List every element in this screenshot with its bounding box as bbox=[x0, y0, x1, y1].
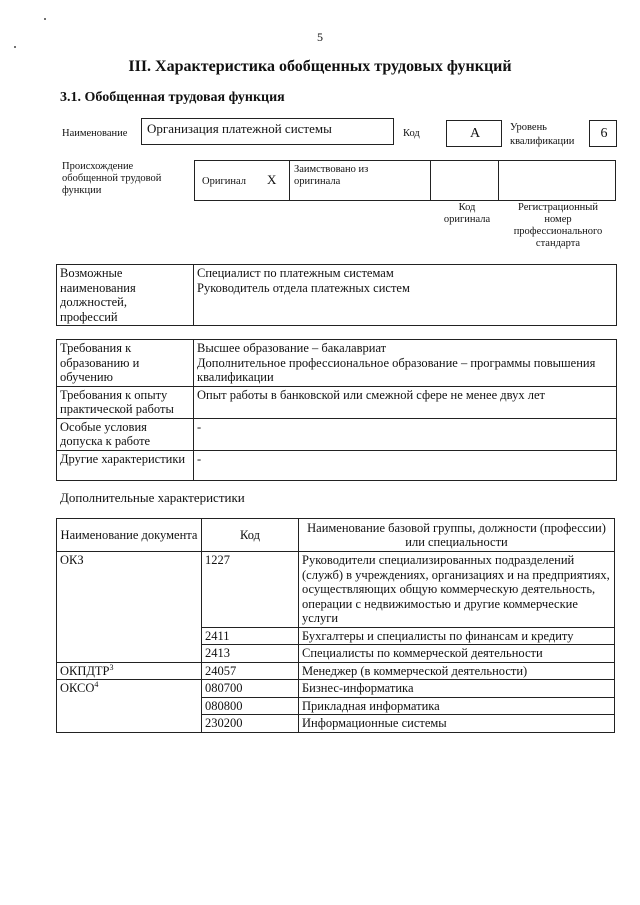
code-cell: 2411 bbox=[202, 627, 299, 645]
requirement-value-line1: Высшее образование – бакалавриат bbox=[197, 341, 387, 355]
section-title: III. Характеристика обобщенных трудовых функций bbox=[128, 58, 512, 75]
name-cell: Прикладная информатика bbox=[299, 697, 615, 715]
requirement-value-line2: Дополнительное профессиональное образование – программы повышения квалификации bbox=[197, 355, 596, 384]
code-label: Код bbox=[403, 128, 420, 139]
requirements-table bbox=[56, 339, 617, 481]
origin-code-cell bbox=[431, 161, 499, 201]
page-number: 5 bbox=[317, 30, 323, 44]
okpdtr-label: ОКПДТР bbox=[60, 663, 110, 678]
name-cell: Специалисты по коммерческой деятельности bbox=[299, 645, 615, 663]
requirement-row bbox=[57, 450, 617, 480]
positions-value-cell bbox=[194, 265, 617, 326]
additional-header-row bbox=[57, 519, 615, 552]
scan-speck bbox=[44, 18, 46, 20]
code-cell: 230200 bbox=[202, 715, 299, 733]
okso-label: ОКСО bbox=[60, 681, 95, 695]
name-cell: Бухгалтеры и специалисты по финансам и кредиту bbox=[299, 627, 615, 645]
positions-table bbox=[56, 264, 617, 326]
code-cell: 24057 bbox=[202, 662, 299, 680]
reg-number-caption bbox=[502, 202, 614, 250]
positions-label-line4: профессий bbox=[60, 309, 118, 324]
origin-label-line3: функции bbox=[62, 185, 102, 196]
code-original-caption bbox=[432, 202, 502, 226]
requirement-label: Особые условия допуска к работе bbox=[57, 418, 194, 450]
positions-label-line3: должностей, bbox=[60, 295, 127, 309]
requirement-value-line1: Опыт работы в банковской или смежной сфере не менее двух лет bbox=[197, 387, 545, 402]
additional-table bbox=[56, 518, 615, 733]
level-value-box bbox=[589, 120, 617, 147]
positions-label-cell bbox=[57, 265, 194, 326]
positions-label-line1: Возможные bbox=[60, 266, 123, 280]
additional-title: Дополнительные характеристики bbox=[60, 490, 245, 505]
requirement-value bbox=[194, 340, 617, 387]
name-value: Организация платежной системы bbox=[147, 121, 332, 136]
name-cell: Руководители специализированных подразделений (служб) в учреждениях, организациях и на предприятиях, осуществляющих общую коммерческую деятельность, операции с недвижимостью и другие коммерческие услуги bbox=[299, 552, 615, 628]
reg-line2: номер bbox=[544, 214, 572, 225]
scan-speck bbox=[14, 46, 16, 48]
doc-okpdtr bbox=[57, 662, 202, 680]
reg-line3: профессионального bbox=[513, 226, 603, 237]
reg-line4: стандарта bbox=[535, 238, 581, 249]
original-label: Оригинал bbox=[202, 176, 246, 187]
code-value-box bbox=[446, 120, 502, 147]
requirement-value bbox=[194, 418, 617, 450]
reg-line1: Регистрационный bbox=[518, 202, 598, 213]
positions-value-line2: Руководитель отдела платежных систем bbox=[197, 280, 410, 295]
table-row bbox=[57, 662, 615, 680]
requirement-row bbox=[57, 386, 617, 418]
code-value: A bbox=[469, 126, 481, 141]
okso-footnote: 4 bbox=[94, 679, 99, 689]
code-cell: 1227 bbox=[202, 552, 299, 628]
table-row bbox=[57, 680, 615, 698]
name-cell: Бизнес-информатика bbox=[299, 680, 615, 698]
code-cell: 080800 bbox=[202, 697, 299, 715]
requirement-value bbox=[194, 450, 617, 480]
requirement-label: Другие характеристики bbox=[57, 450, 194, 480]
requirement-label: Требования к образованию и обучению bbox=[57, 340, 194, 387]
level-label-line1: Уровень bbox=[510, 122, 547, 133]
code-cell: 2413 bbox=[202, 645, 299, 663]
borrowed-line2: оригинала bbox=[294, 176, 341, 187]
doc-okz: ОКЗ bbox=[57, 552, 202, 663]
name-cell: Менеджер (в коммерческой деятельности) bbox=[299, 662, 615, 680]
name-value-box bbox=[141, 118, 394, 145]
requirement-value bbox=[194, 386, 617, 418]
origin-label bbox=[62, 161, 161, 197]
doc-okso bbox=[57, 680, 202, 733]
requirement-value-line1: - bbox=[197, 419, 202, 434]
header-doc: Наименование документа bbox=[57, 519, 202, 552]
name-cell: Информационные системы bbox=[299, 715, 615, 733]
origin-table bbox=[194, 160, 616, 201]
level-value: 6 bbox=[600, 126, 608, 141]
subsection-title: 3.1. Обобщенная трудовая функция bbox=[60, 90, 285, 105]
origin-label-line2: обобщенной трудовой bbox=[62, 173, 162, 184]
origin-label-line1: Происхождение bbox=[62, 161, 134, 172]
table-row bbox=[57, 552, 615, 628]
requirement-row bbox=[57, 340, 617, 387]
name-label: Наименование bbox=[62, 128, 128, 139]
header-name: Наименование базовой группы, должности (профессии) или специальности bbox=[299, 519, 615, 552]
origin-original-cell bbox=[195, 161, 290, 201]
borrowed-line1: Заимствовано из bbox=[294, 164, 369, 175]
requirement-value-line1: - bbox=[197, 451, 202, 466]
level-label-line2: квалификации bbox=[510, 136, 575, 147]
code-original-line2: оригинала bbox=[443, 214, 491, 225]
code-original-line1: Код bbox=[458, 202, 476, 213]
code-cell: 080700 bbox=[202, 680, 299, 698]
header-code: Код bbox=[202, 519, 299, 552]
okpdtr-footnote: 3 bbox=[109, 662, 114, 672]
requirement-label: Требования к опыту практической работы bbox=[57, 386, 194, 418]
requirement-row bbox=[57, 418, 617, 450]
origin-borrowed-cell bbox=[290, 161, 431, 201]
level-label bbox=[510, 122, 574, 148]
positions-label-line2: наименования bbox=[60, 280, 136, 295]
original-mark: X bbox=[267, 172, 277, 187]
origin-reg-cell bbox=[499, 161, 616, 201]
positions-value-line1: Специалист по платежным системам bbox=[197, 266, 394, 280]
